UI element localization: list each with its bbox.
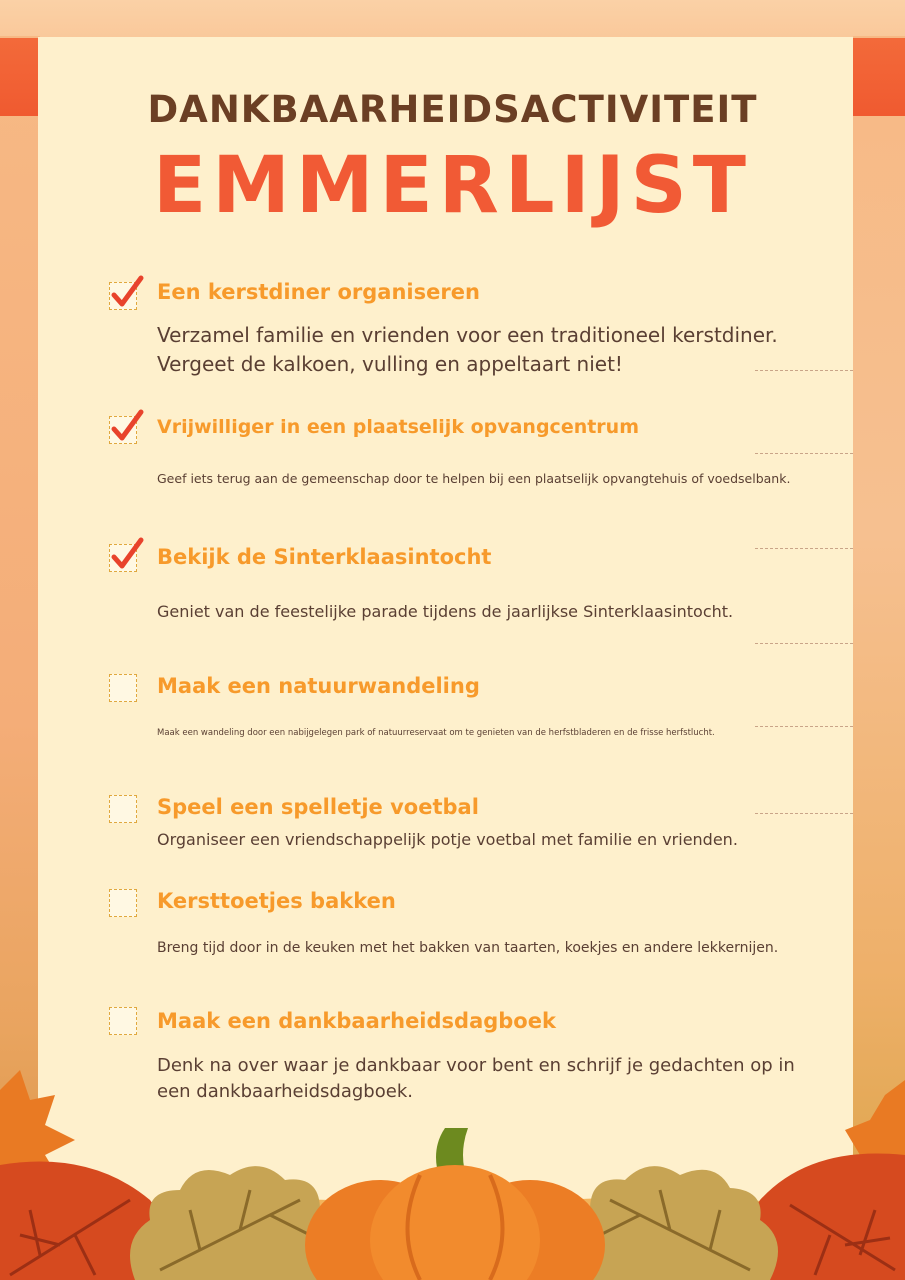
checkbox-checked[interactable]	[109, 544, 137, 572]
checkmark-icon	[110, 275, 144, 309]
item-title: Maak een dankbaarheidsdagboek	[157, 1009, 556, 1033]
item-title: Vrijwilliger in een plaatselijk opvangcentrum	[157, 416, 640, 438]
checkbox-empty[interactable]	[109, 795, 137, 823]
ribbon-left	[0, 38, 38, 116]
item-title: Speel een spelletje voetbal	[157, 795, 479, 819]
dashed-divider	[755, 548, 853, 549]
pumpkin-icon	[305, 1128, 605, 1280]
item-title: Maak een natuurwandeling	[157, 674, 480, 698]
item-title: Bekijk de Sinterklaasintocht	[157, 545, 492, 569]
checkmark-icon	[110, 409, 144, 443]
background-top	[0, 0, 905, 40]
item-description: Organiseer een vriendschappelijk potje voetbal met familie en vrienden.	[157, 830, 738, 849]
oak-leaf-icon	[130, 1166, 336, 1280]
oak-leaf-icon	[574, 1166, 778, 1280]
dashed-divider	[755, 453, 853, 454]
checkbox-checked[interactable]	[109, 282, 137, 310]
item-description: Breng tijd door in de keuken met het bakken van taarten, koekjes en andere lekkernijen.	[157, 940, 779, 956]
item-description: Geef iets terug aan de gemeenschap door te helpen bij een plaatselijk opvangtehuis of voedselbank.	[157, 471, 791, 486]
item-description: Geniet van de feestelijke parade tijdens de jaarlijkse Sinterklaasintocht.	[157, 602, 734, 621]
autumn-decoration	[0, 1060, 905, 1280]
item-description: Verzamel familie en vrienden voor een traditioneel kerstdiner. Vergeet de kalkoen, vulling en appeltaart niet!	[157, 323, 778, 376]
page-title: EMMERLIJST	[153, 141, 752, 231]
checkmark-icon	[110, 537, 144, 571]
item-description: Denk na over waar je dankbaar voor bent en schrijf je gedachten op in een dankbaarheidsdagboek.	[157, 1055, 795, 1102]
item-description: Maak een wandeling door een nabijgelegen park of natuurreservaat om te genieten van de herfstbladeren en de frisse herfstlucht.	[157, 728, 715, 738]
checkbox-empty[interactable]	[109, 889, 137, 917]
item-title: Een kerstdiner organiseren	[157, 280, 480, 304]
page-subtitle: DANKBAARHEIDSACTIVITEIT	[147, 88, 758, 131]
dashed-divider	[755, 643, 853, 644]
checkbox-empty[interactable]	[109, 1007, 137, 1035]
dashed-divider	[755, 813, 853, 814]
checkbox-checked[interactable]	[109, 416, 137, 444]
item-title: Kersttoetjes bakken	[157, 889, 396, 913]
checkbox-empty[interactable]	[109, 674, 137, 702]
